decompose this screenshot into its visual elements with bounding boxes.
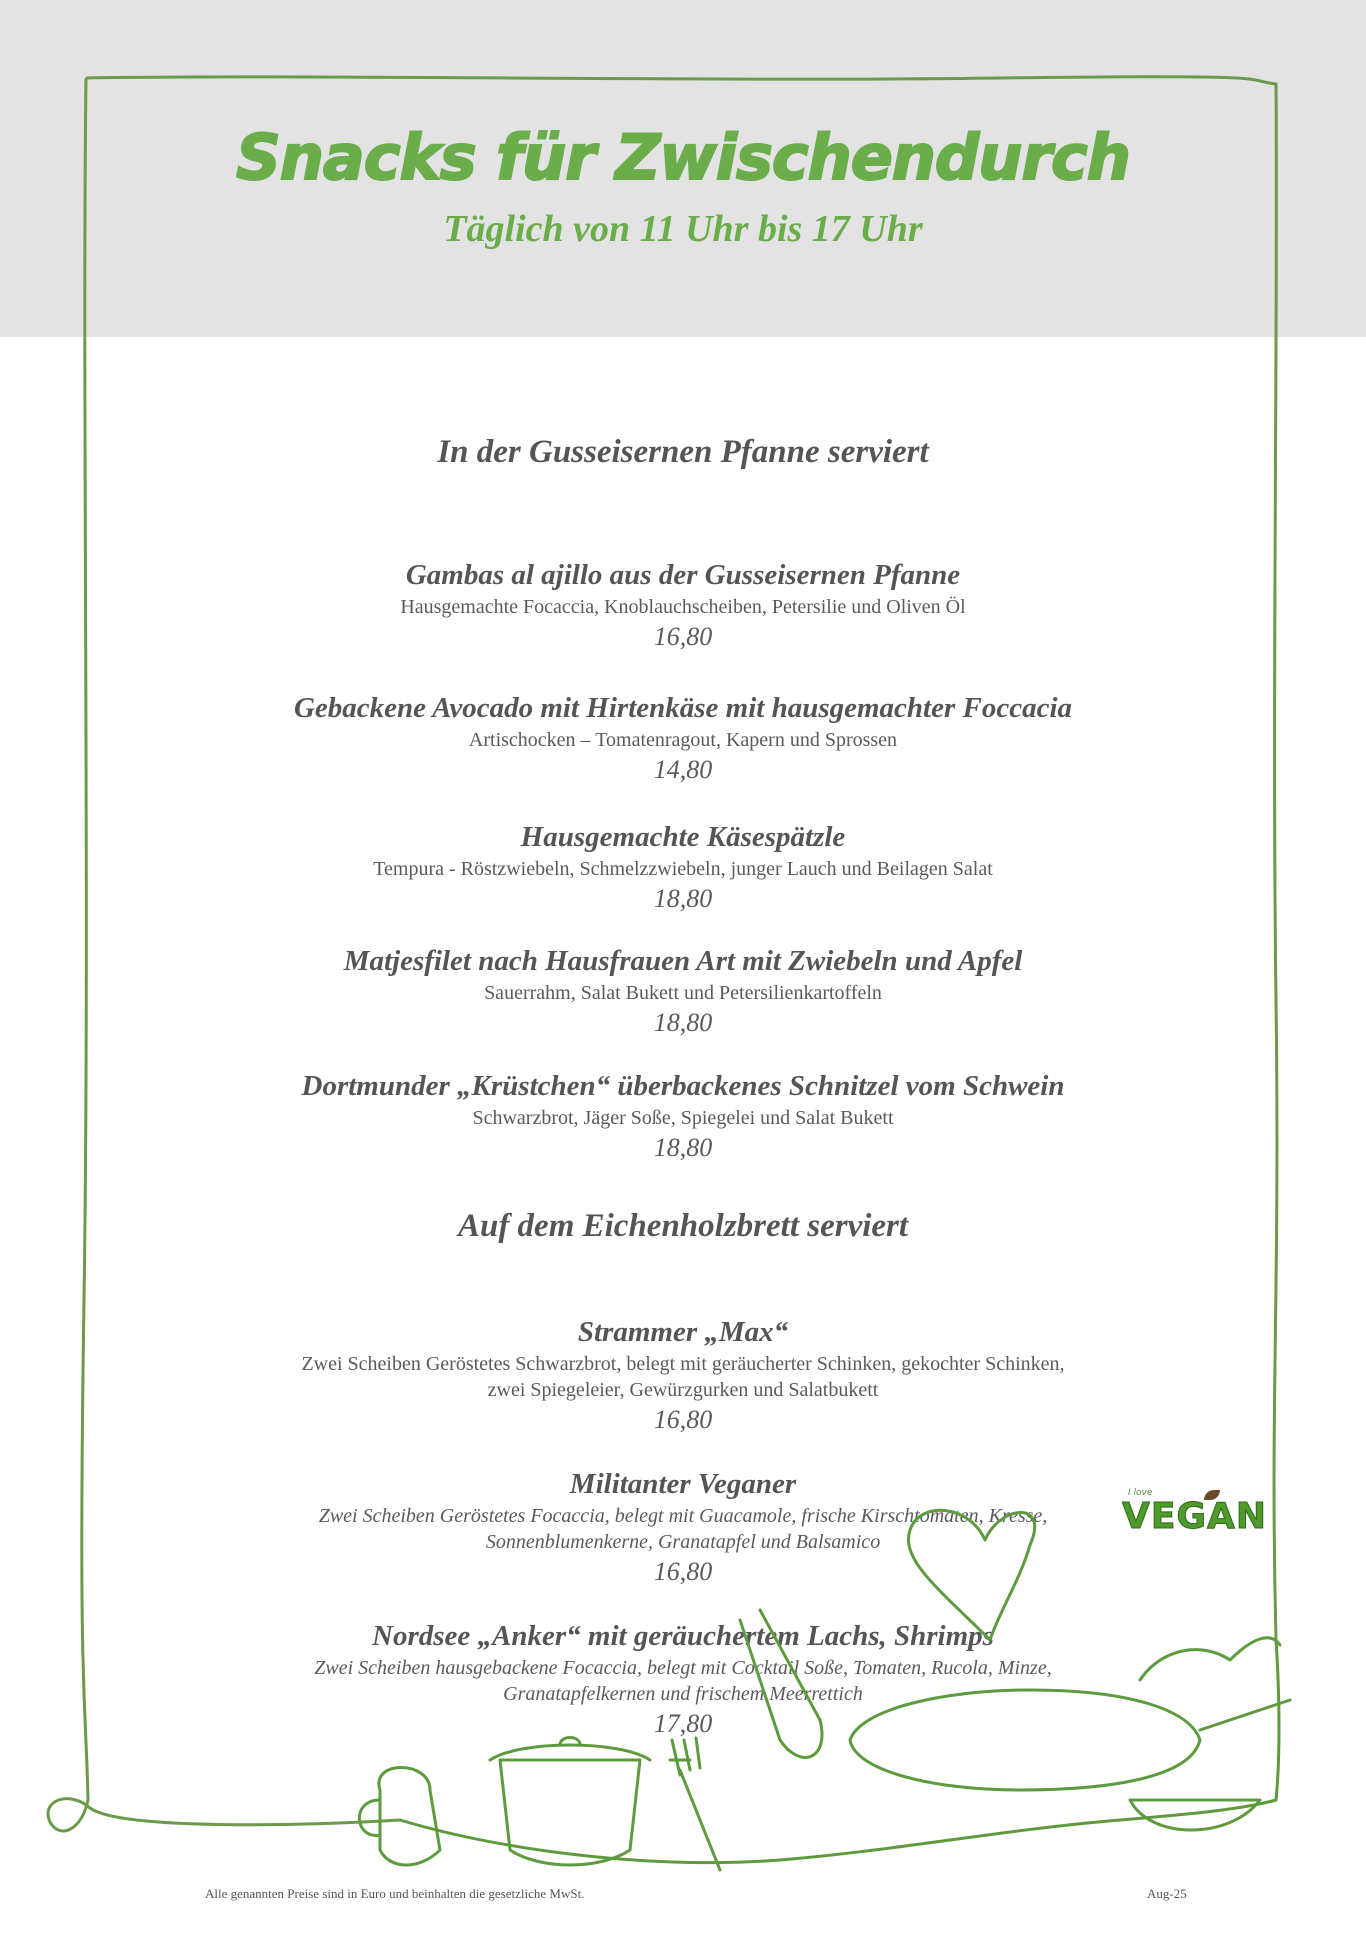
item-price: 16,80 bbox=[653, 1557, 713, 1586]
bowl-icon bbox=[1130, 1800, 1260, 1830]
opening-hours: Täglich von 11 Uhr bis 17 Uhr bbox=[443, 208, 923, 250]
vegan-badge-small-text: I love bbox=[1128, 1488, 1153, 1498]
item-price: 16,80 bbox=[653, 622, 713, 651]
heart-icon bbox=[908, 1510, 1034, 1640]
item-description: Granatapfelkernen und frischem Meerrettich bbox=[503, 1683, 863, 1705]
jug-icon bbox=[379, 1768, 440, 1866]
cooking-pot-icon bbox=[500, 1760, 640, 1865]
item-name: Militanter Veganer bbox=[569, 1468, 797, 1500]
pan-icon bbox=[850, 1690, 1200, 1790]
section-title-pan: In der Gusseisernen Pfanne serviert bbox=[437, 434, 929, 470]
item-name: Hausgemachte Käsespätzle bbox=[520, 821, 846, 853]
item-name: Matjesfilet nach Hausfrauen Art mit Zwiebeln und Apfel bbox=[343, 945, 1023, 977]
hand-icon bbox=[1140, 1638, 1280, 1680]
item-price: 18,80 bbox=[653, 1133, 713, 1162]
fork-icon bbox=[670, 1738, 720, 1870]
item-description: Artischocken – Tomatenragout, Kapern und Sprossen bbox=[468, 729, 898, 751]
item-price: 17,80 bbox=[653, 1709, 713, 1738]
item-name: Gambas al ajillo aus der Gusseisernen Pfanne bbox=[405, 559, 961, 591]
item-name: Dortmunder „Krüstchen“ überbackenes Schnitzel vom Schwein bbox=[301, 1070, 1065, 1102]
item-description: Tempura - Röstzwiebeln, Schmelzzwiebeln, junger Lauch und Beilagen Salat bbox=[373, 858, 993, 880]
item-price: 18,80 bbox=[653, 1008, 713, 1037]
item-name: Gebackene Avocado mit Hirtenkäse mit hausgemachter Foccacia bbox=[293, 692, 1073, 724]
footer-date: Aug-25 bbox=[1147, 1886, 1187, 1901]
page-title: Snacks für Zwischendurch bbox=[236, 121, 1130, 194]
item-description: Hausgemachte Focaccia, Knoblauchscheiben, Petersilie und Oliven Öl bbox=[400, 596, 966, 618]
item-price: 14,80 bbox=[653, 755, 713, 784]
item-description: Schwarzbrot, Jäger Soße, Spiegelei und Salat Bukett bbox=[472, 1107, 894, 1129]
vegan-badge-word: VEGAN bbox=[1122, 1496, 1267, 1537]
item-description: zwei Spiegeleier, Gewürzgurken und Salatbukett bbox=[487, 1379, 879, 1401]
item-price: 16,80 bbox=[653, 1405, 713, 1434]
item-name: Nordsee „Anker“ mit geräuchertem Lachs, Shrimps bbox=[372, 1620, 994, 1652]
spatula-icon bbox=[740, 1610, 822, 1757]
item-description: Sauerrahm, Salat Bukett und Petersilienkartoffeln bbox=[484, 982, 882, 1004]
item-description: Zwei Scheiben Geröstetes Schwarzbrot, belegt mit geräucherter Schinken, gekochter Schinken, bbox=[301, 1353, 1065, 1375]
item-price: 18,80 bbox=[653, 884, 713, 913]
section-title-board: Auf dem Eichenholzbrett serviert bbox=[457, 1208, 909, 1244]
item-description: Sonnenblumenkerne, Granatapfel und Balsamico bbox=[485, 1531, 881, 1553]
footer-price-note: Alle genannten Preise sind in Euro und beinhalten die gesetzliche MwSt. bbox=[205, 1886, 585, 1901]
item-description: Zwei Scheiben Geröstetes Focaccia, belegt mit Guacamole, frische Kirschtomaten, Kresse, bbox=[318, 1505, 1048, 1527]
item-name: Strammer „Max“ bbox=[577, 1316, 789, 1348]
item-description: Zwei Scheiben hausgebackene Focaccia, belegt mit Cocktail Soße, Tomaten, Rucola, Minze, bbox=[314, 1657, 1052, 1679]
